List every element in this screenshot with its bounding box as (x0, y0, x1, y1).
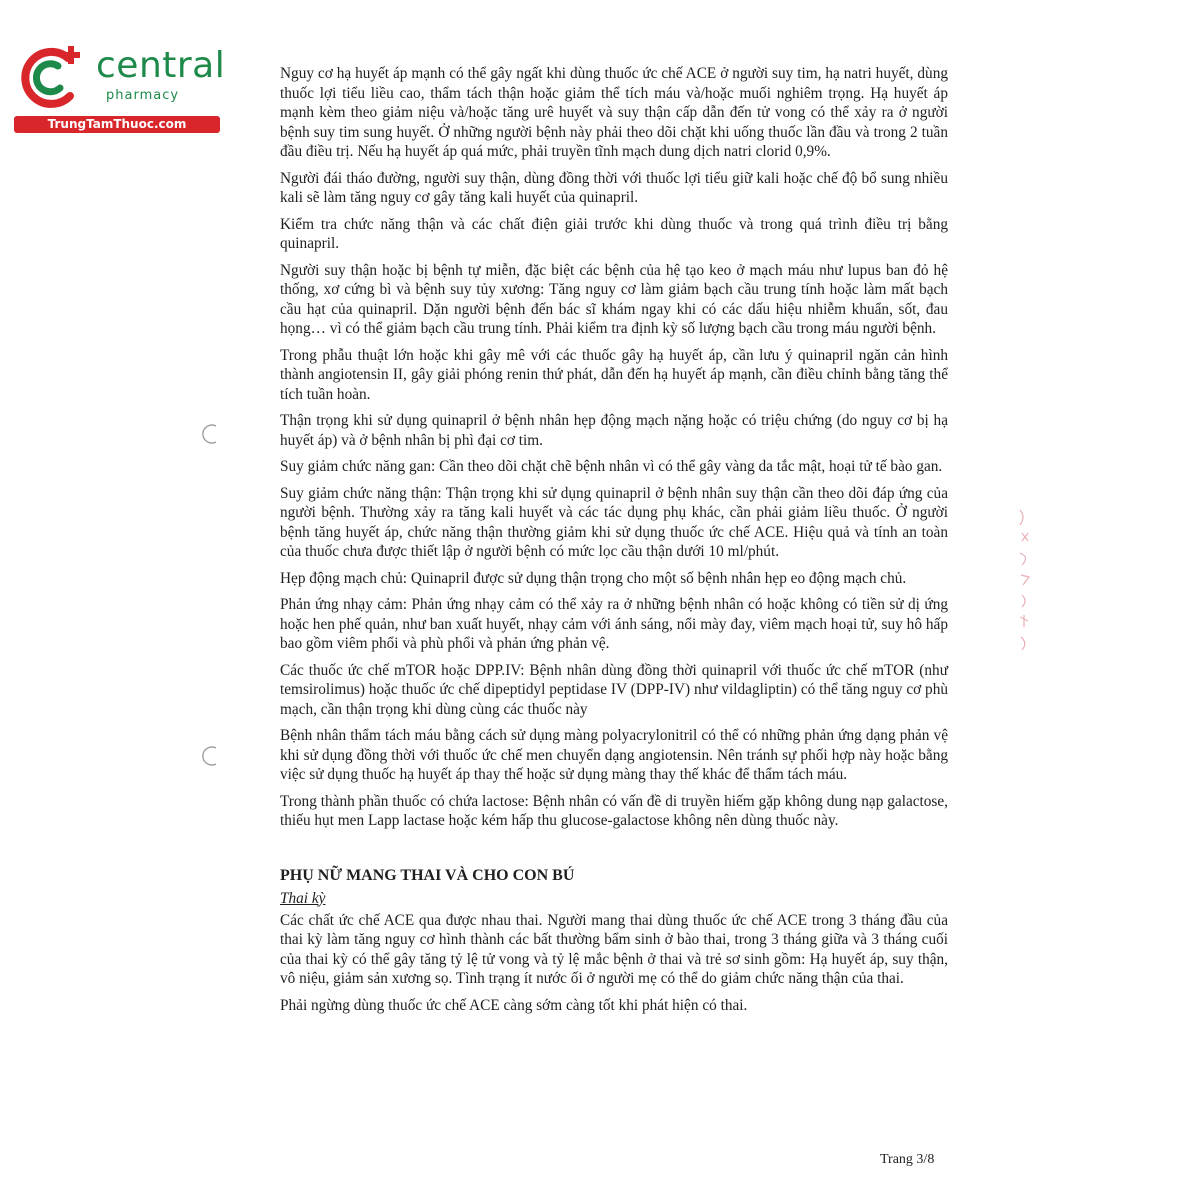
section-subheading: Thai kỳ (280, 889, 326, 907)
paragraph: Người suy thận hoặc bị bệnh tự miễn, đặc biệt các bệnh của hệ tạo keo ở mạch máu như lupus ban đỏ hệ thống, xơ cứng bì và bệnh suy tủy xương: Tăng nguy cơ làm giảm bạch cầu trung tính hoặc làm mất bạch cầu hạt của quinapril. Dặn người bệnh đến bác sĩ khám ngay khi có các dấu hiệu nhiễm khuẩn, sốt, đau họng… vì có thể giảm bạch cầu trung tính. Phải kiểm tra định kỳ số lượng bạch cầu trong máu người bệnh. (280, 261, 948, 337)
logo-site-band: TrungTamThuoc.com (14, 116, 220, 133)
paragraph: Trong phẫu thuật lớn hoặc khi gây mê với các thuốc gây hạ huyết áp, cần lưu ý quinapril ngăn cản hình thành angiotensin II, gây giải phóng renin thứ phát, dẫn đến hạ huyết áp mạnh, cần điều chỉnh bằng tăng thể tích tuần hoàn. (280, 346, 948, 403)
paragraph: Phải ngừng dùng thuốc ức chế ACE càng sớm càng tốt khi phát hiện có thai. (280, 996, 748, 1014)
paragraph: Kiểm tra chức năng thận và các chất điện giải trước khi dùng thuốc và trong quá trình điều trị bằng quinapril. (280, 215, 948, 252)
paragraph: Bệnh nhân thẩm tách máu bằng cách sử dụng màng polyacrylonitril có thể có những phản ứng dạng phản vệ khi sử dụng đồng thời với thuốc ức chế men chuyển dạng angiotensin. Nên tránh sự phối hợp này hoặc bằng việc sử dụng thuốc hạ huyết áp thay thế hoặc sử dụng màng thay thế khác để thẩm tách máu. (280, 727, 948, 783)
paragraph: Suy giảm chức năng thận: Thận trọng khi sử dụng quinapril ở bệnh nhân suy thận cần theo dõi đáp ứng của người bệnh. Thường xảy ra tăng kali huyết và các tác dụng phụ khác, cần phải giảm liều thuốc. Ở người bệnh tăng huyết áp, chức năng thận thường giảm khi sử dụng thuốc ức chế ACE. Hiệu quả và tính an toàn của thuốc chưa được thiết lập ở người bệnh có mức lọc cầu thận dưới 10 ml/phút. (280, 484, 948, 560)
paragraph: Hẹp động mạch chủ: Quinapril được sử dụng thận trọng cho một số bệnh nhân hẹp eo động mạch chủ. (280, 569, 907, 587)
central-pharmacy-logo (10, 36, 226, 136)
logo-sub-text: pharmacy (106, 88, 180, 103)
pharmacy-cross-logo-icon (10, 36, 90, 116)
paragraph: Suy giảm chức năng gan: Cần theo dõi chặt chẽ bệnh nhân vì có thể gây vàng da tắc mật, hoại tử tế bào gan. (280, 458, 943, 475)
faint-red-stamp-icon (1010, 505, 1040, 655)
document-body (280, 64, 948, 1022)
logo-brand-text: central (96, 45, 226, 86)
punch-hole-mark-icon (200, 423, 222, 445)
paragraph: Trong thành phần thuốc có chứa lactose: Bệnh nhân có vấn đề di truyền hiếm gặp không dung nạp galactose, thiếu hụt men Lapp lactase hoặc kém hấp thu glucose-galactose không nên dùng thuốc này. (280, 792, 948, 829)
page-number: Trang 3/8 (880, 1152, 935, 1167)
paragraph: Các thuốc ức chế mTOR hoặc DPP.IV: Bệnh nhân dùng đồng thời quinapril với thuốc ức chế mTOR (như temsirolimus) hoặc thuốc ức chế dipeptidyl peptidase IV (DPP-IV) như vildagliptin) có thể tăng nguy cơ phù mạch, cần thận trọng khi dùng cùng các thuốc này (280, 661, 948, 718)
paragraph: Nguy cơ hạ huyết áp mạnh có thể gây ngất khi dùng thuốc ức chế ACE ở người suy tim, hạ natri huyết, dùng thuốc lợi tiểu liều cao, thẩm tách thận hoặc giảm thể tích máu và/hoặc muối nghiêm trọng. Hạ huyết áp mạnh kèm theo giảm niệu và/hoặc tăng urê huyết và suy thận cấp dẫn đến tử vong có thể xảy ra ở người bệnh suy tim sung huyết. Ở những người bệnh này phải theo dõi chặt khi uống thuốc lần đầu và trong 2 tuần đầu điều trị. Nếu hạ huyết áp quá mức, phải truyền tĩnh mạch dung dịch natri clorid 0,9%. (280, 65, 948, 160)
section-heading: PHỤ NỮ MANG THAI VÀ CHO CON BÚ (280, 866, 575, 884)
paragraph: Người đái tháo đường, người suy thận, dùng đồng thời với thuốc lợi tiểu giữ kali hoặc chế độ bổ sung nhiều kali sẽ làm tăng nguy cơ gây tăng kali huyết của quinapril. (280, 169, 948, 206)
paragraph: Phản ứng nhạy cảm: Phản ứng nhạy cảm có thể xảy ra ở những bệnh nhân có hoặc không có tiền sử dị ứng hoặc hen phế quản, như ban xuất huyết, nhạy cảm với ánh sáng, nổi mày đay, viêm mạch hoại tử, suy hô hấp bao gồm viêm phổi và phù phổi và phản ứng phản vệ. (280, 596, 948, 652)
paragraph: Các chất ức chế ACE qua được nhau thai. Người mang thai dùng thuốc ức chế ACE trong 3 tháng đầu của thai kỳ làm tăng nguy cơ hình thành các bất thường bẩm sinh ở bào thai, trong 3 tháng giữa và 3 tháng cuối của thai kỳ có thể gây tăng tỷ lệ tử vong và tỷ lệ mắc bệnh ở thai và trẻ sơ sinh gồm: Hạ huyết áp, suy thận, vô niệu, giảm sản xương sọ. Tình trạng ít nước ối ở người mẹ có thể do giảm chức năng thận của thai. (280, 911, 948, 987)
paragraph: Thận trọng khi sử dụng quinapril ở bệnh nhân hẹp động mạch nặng hoặc có triệu chứng (do nguy cơ bị hạ huyết áp) và ở bệnh nhân bị phì đại cơ tim. (280, 412, 948, 449)
punch-hole-mark-icon (200, 745, 222, 767)
